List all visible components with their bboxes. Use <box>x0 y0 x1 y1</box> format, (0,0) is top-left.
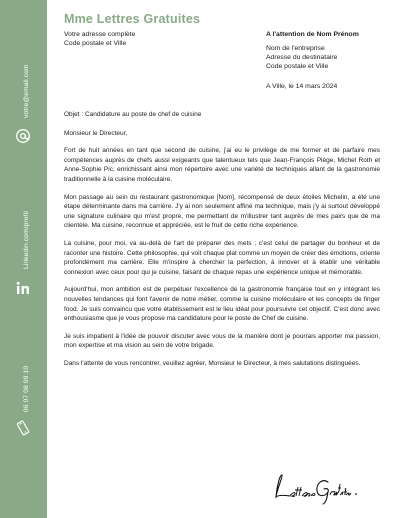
recipient-address: Adresse du destinataire <box>266 54 338 61</box>
contact-sidebar <box>0 0 47 518</box>
date-line: A Ville, le 14 mars 2024 <box>266 83 338 90</box>
recipient-block <box>266 30 359 71</box>
sender-address: Votre adresse complète <box>64 31 136 38</box>
phone-icon <box>15 420 31 436</box>
paragraph-4: Aujourd'hui, mon ambition est de perpétuer l'excellence de la gastronomie française tout en y intégrant les nouvelles tendances qui font l'avenir de notre métier, comme la cuisine moléculaire et les concepts de finger food. Je suis convaincu que votre établissement est le lieu idéal pour poursuivre cet objectif. C'est donc avec enthousiasme que je vous propose ma candidature pour le poste de Chef de cuisine. <box>64 286 380 323</box>
linkedin-item[interactable] <box>0 170 47 310</box>
paragraph-2: Mon passage au sein du restaurant gastronomique [Nom], récompensé de deux étoiles Michelin, a été une étape déterminante dans ma carrière. J'y ai non seulement affiné ma technique, mais j'y ai surtout développé une signature culinaire qui m'est propre, me permettant de m'illustrer tant auprès de mes pairs que de ma clientèle. Ma cuisine, reconnue et appréciée, est le fruit de cette riche expérience. <box>64 193 380 230</box>
letter-body <box>64 110 380 376</box>
email-text: votre@email.com <box>23 64 30 118</box>
linkedin-text: Linkedin.com/profil <box>23 211 30 269</box>
phone-text: 06 07 08 09 10 <box>23 365 30 412</box>
letter-object: Objet : Candidature au poste de chef de cuisine <box>64 111 202 118</box>
email-item[interactable] <box>0 0 47 160</box>
at-icon <box>15 128 31 144</box>
linkedin-icon <box>15 280 31 296</box>
sender-postal: Code postale et Ville <box>64 40 127 47</box>
phone-item[interactable] <box>0 360 47 470</box>
recipient-postal: Code postale et Ville <box>266 63 329 70</box>
paragraph-5: Je suis impatient à l'idée de pouvoir discuter avec vous de la manière dont je pourrais apporter ma passion, mon expertise et ma vision au sein de votre brigade. <box>64 332 380 350</box>
signature <box>270 470 360 506</box>
letter-salutation: Monsieur le Directeur, <box>64 129 128 137</box>
brand-name: Mme Lettres Gratuites <box>64 12 201 26</box>
paragraph-3: La cuisine, pour moi, va au-delà de l'art de préparer des mets ; c'est celui de partager du bonheur et de raconter une histoire. Cette philosophie, qui voit chaque plat comme un moyen de créer des émotions, oriente profondément ma carrière. Elle m'inspire à chercher la perfection, à innover et à établir une véritable connexion avec ceux pour qui je cuisine, faisant de chaque repas une expérience unique et mémorable. <box>64 239 380 276</box>
letter-closing: Dans l'attente de vous rencontrer, veuillez agréer, Monsieur le Directeur, à mes salutations distinguées. <box>64 359 361 367</box>
paragraph-1: Fort de huit années en tant que second de cuisine, j'ai eu le privilège de me former et de parfaire mes compétences auprès de chefs aussi exigeants que talentueux tels que Jean-François Piège, Michel Roth et Anne-Sophie Pic, enrichissant ainsi mon répertoire avec une variété de techniques allant de la gastronomie traditionnelle à la cuisine moléculaire. <box>64 147 380 183</box>
recipient-company: Nom de l'entreprise <box>266 45 325 52</box>
recipient-attention: A l'attention de Nom Prénom <box>266 31 359 38</box>
sender-address-block <box>64 30 135 48</box>
